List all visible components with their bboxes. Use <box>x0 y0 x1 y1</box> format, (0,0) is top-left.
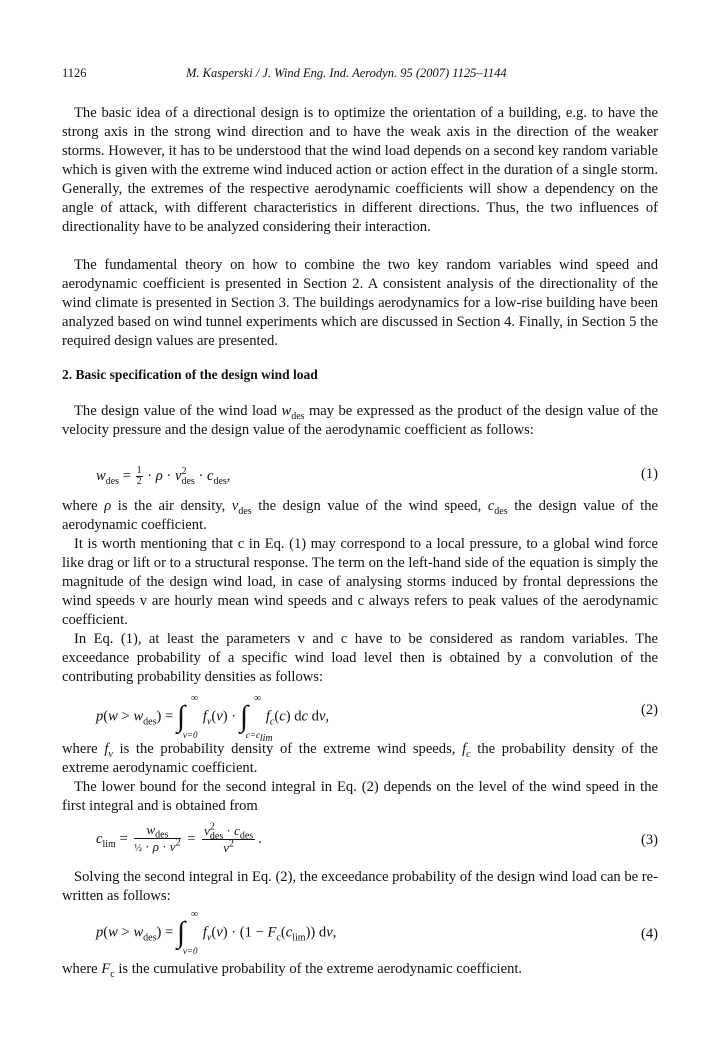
section2-paragraph-5: where $f_v$ is the probability density of the extreme wind speeds, $f_c$ the probability density of the extreme aerodynamic coefficient. <box>62 741 658 776</box>
equation-3-number: (3) <box>640 832 658 848</box>
section2-paragraph-8: where $F_c$ is the cumulative probability of the extreme aerodynamic coefficient. <box>62 961 523 980</box>
equation-1-number: (1) <box>640 466 658 482</box>
section2-paragraph-2: where ρ is the air density, $v_{des}$ the design value of the wind speed, $c_{des}$ the design value of the aerodynamic coefficient. <box>62 498 658 533</box>
intro-paragraph-1: The basic idea of a directional design is to optimize the orientation of a building, e.g. to have the strong axis in the strong wind direction and to have the weak axis in the direction of the weaker storms. However, it has to be understood that the wind load depends on a second key random variable which is given with the extreme wind induced action or action effect in the duration of a single storm. Generally, the extremes of the respective aerodynamic coefficients will show a dependency on the angle of attack, with different characteristics in different directions. Thus, the two influences of directionality have to be analyzed considering their interaction. <box>62 105 658 235</box>
running-head: M. Kasperski / J. Wind Eng. Ind. Aerodyn. 95 (2007) 1125–1144 <box>186 66 507 80</box>
equation-2-body: $p(w > w_{des})$ = ∫ ∞ v=0 $f_v(v)$ · ∫ ∞ $c=c_{lim}$ $f_c(c)$ dc dv, <box>96 693 330 744</box>
equation-1-body: $w_{des}$ = $\frac{1}{2} \cdot \rho \cdot v^2_{des} \cdot c_{des}$, <box>96 465 231 487</box>
section2-paragraph-7: Solving the second integral in Eq. (2), the exceedance probability of the design wind load can be re-written as follows: <box>62 869 658 904</box>
equation-1 <box>62 466 658 496</box>
equation-4-number: (4) <box>640 926 658 942</box>
equation-4-body: $p(w > w_{des})$ = ∫ ∞ v=0 $f_v(v) \cdot (1 - F_c(c_{lim}))$ dv, <box>96 909 337 956</box>
equation-3 <box>62 822 658 862</box>
section2-paragraph-3: It is worth mentioning that c in Eq. (1) may correspond to a local pressure, to a global wind force like drag or lift or to a structural response. The term on the left-hand side of the equation is simply the magnitude of the design wind load, in case of analysing storms induced by frontal depressions the wind speeds v are hourly mean wind speeds and c always refers to peak values of the aerodynamic coefficient. <box>62 536 658 628</box>
section2-paragraph-6: The lower bound for the second integral in Eq. (2) depends on the level of the wind speed in the first integral and is obtained from <box>62 779 658 814</box>
page-header <box>62 66 658 84</box>
intro-paragraph-2: The fundamental theory on how to combine the two key random variables wind speed and aerodynamic coefficient is presented in Section 2. A consistent analysis of the directionality of the wind climate is presented in Section 3. The buildings aerodynamics for a low-rise building have been analyzed based on wind tunnel experiments which are discussed in Section 4. Finally, in Section 5 the required design values are presented. <box>62 257 658 349</box>
equation-2 <box>62 693 658 744</box>
section2-paragraph-4: In Eq. (1), at least the parameters v and c have to be considered as random variables. The exceedance probability of a specific wind load level then is obtained by a convolution of the contributing probability densities as follows: <box>62 631 658 685</box>
equation-4 <box>62 909 658 956</box>
page-number: 1126 <box>62 66 87 80</box>
section2-paragraph-1: The design value of the wind load $w_{des}$ may be expressed as the product of the design value of the velocity pressure and the design value of the aerodynamic coefficient as follows: <box>62 403 659 438</box>
equation-2-number: (2) <box>640 702 658 718</box>
section-heading: 2. Basic specification of the design wind load <box>62 367 318 382</box>
equation-3-body: $c_{lim}$ = $\frac{w_{des}}{\frac{1}{2} \cdot \rho \cdot v^2}$ = $\frac{v^2_{des} \cdot c_{des}}{v^2}$ . <box>96 821 262 855</box>
